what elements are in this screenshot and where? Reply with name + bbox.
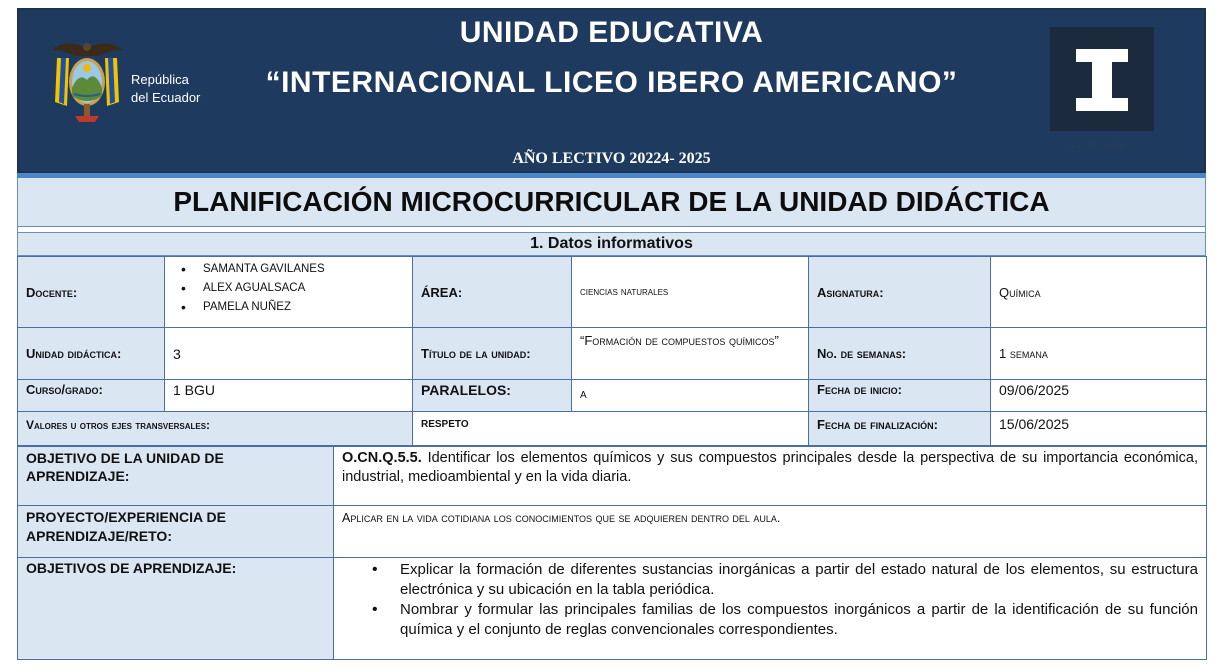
table-row (18, 447, 1207, 506)
docente-label: Docente: (18, 257, 165, 328)
curso-label: Curso/grado: (18, 380, 165, 412)
republic-line-2: del Ecuador (131, 90, 201, 105)
proyecto-value: Aplicar en la vida cotidiana los conocimientos que se adquieren dentro del aula. (334, 506, 1207, 558)
inicio-label: Fecha de inicio: (809, 380, 991, 412)
school-year: AÑO LECTIVO 20224- 2025 (512, 150, 711, 167)
list-item: • SAMANTA GAVILANES (173, 260, 404, 279)
area-value: ciencias naturales (572, 257, 809, 328)
semanas-value: 1 semana (991, 328, 1207, 380)
objetivos-list (342, 560, 1198, 640)
asignatura-value: Química (991, 257, 1207, 328)
planning-document (17, 8, 1206, 660)
objectives-table (17, 446, 1207, 660)
docente-value (165, 257, 413, 328)
curso-value: 1 BGU (165, 380, 413, 412)
school-name: “INTERNACIONAL LICEO IBERO AMERICANO” (265, 66, 958, 99)
republic-line-1: República (131, 72, 189, 87)
titulo-label: Título de la unidad: (413, 328, 572, 380)
fin-value: 15/06/2025 (991, 412, 1207, 446)
objetivo-unidad-value (334, 447, 1207, 506)
inicio-value: 09/06/2025 (991, 380, 1207, 412)
table-row (18, 506, 1207, 558)
paralelos-value: A (572, 380, 809, 412)
header-banner (17, 8, 1206, 173)
objetivos-aprendizaje-label: OBJETIVOS DE APRENDIZAJE: (18, 558, 334, 660)
fin-label: Fecha de finalización: (809, 412, 991, 446)
school-logo (1050, 27, 1154, 131)
proyecto-label: PROYECTO/EXPERIENCIA DE APRENDIZAJE/RETO: (18, 506, 334, 558)
section-title: 1. Datos informativos (17, 232, 1206, 256)
table-row (18, 257, 1207, 328)
titulo-value: “Formación de compuestos químicos” (572, 328, 809, 380)
area-label: ÁREA: (413, 257, 572, 328)
unidad-value: 3 (165, 328, 413, 380)
school-type: UNIDAD EDUCATIVA (459, 16, 764, 49)
list-item: • PAMELA NUÑEZ (173, 298, 404, 317)
objetivo-unidad-label: OBJETIVO DE LA UNIDAD DE APRENDIZAJE: (18, 447, 334, 506)
school-logo-icon (1050, 27, 1154, 131)
valores-value: RESPETO (413, 412, 809, 446)
table-row (18, 558, 1207, 660)
document-title: PLANIFICACIÓN MICROCURRICULAR DE LA UNIDAD DIDÁCTICA (17, 178, 1206, 227)
table-row (18, 412, 1207, 446)
paralelos-label: PARALELOS: (413, 380, 572, 412)
docente-list (173, 260, 404, 317)
list-item: • Explicar la formación de diferentes sustancias inorgánicas a partir del estado natural de los elementos, su estructura electrónica y su ubicación en la tabla periódica. (342, 560, 1198, 600)
table-row (18, 380, 1207, 412)
unidad-label: Unidad didáctica: (18, 328, 165, 380)
objetivos-aprendizaje-value (334, 558, 1207, 660)
valores-label: Valores u otros ejes transversales: (18, 412, 413, 446)
objetivo-text: Identificar los elementos químicos y sus compuestos principales desde la perspectiva de su importancia económica, industrial, medioambiental y en la vida diaria. (342, 450, 1198, 485)
school-logo-caption: LICEO IBEROAMERICANO (1061, 144, 1143, 150)
list-item: • ALEX AGUALSACA (173, 279, 404, 298)
asignatura-label: Asignatura: (809, 257, 991, 328)
objetivo-code: O.CN.Q.5.5. (342, 450, 422, 466)
info-table (17, 256, 1207, 446)
semanas-label: No. de semanas: (809, 328, 991, 380)
table-row (18, 328, 1207, 380)
list-item: • Nombrar y formular las principales familias de los compuestos inorgánicos a partir de la identificación de su función química y el conjunto de reglas convencionales correspondientes. (342, 600, 1198, 640)
